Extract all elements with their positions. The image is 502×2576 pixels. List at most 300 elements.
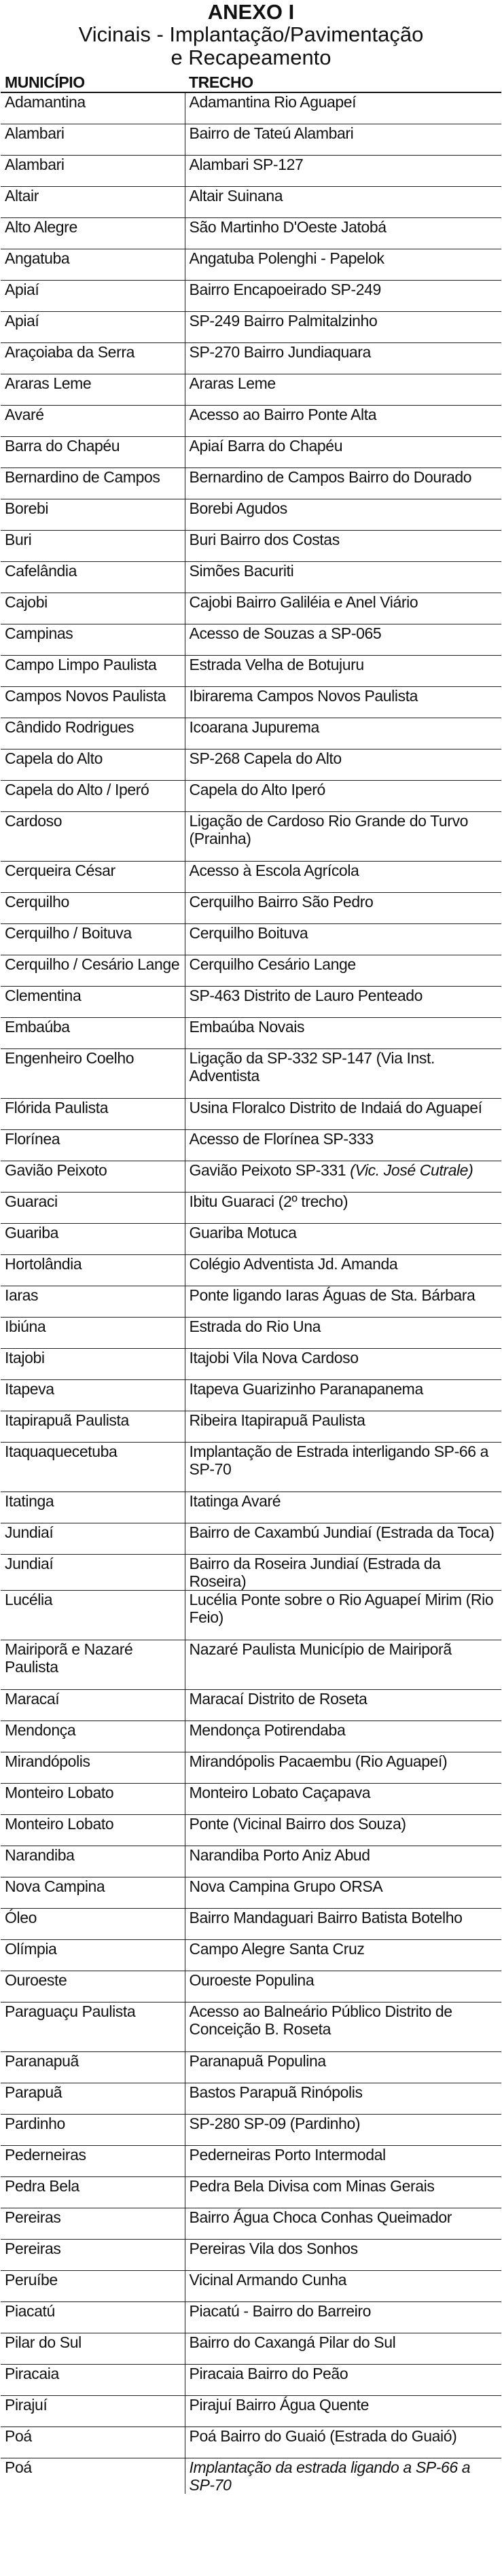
trecho-cell xyxy=(185,249,501,281)
trecho-text: Lucélia Ponte sobre o Rio Aguapeí Mirim (Rio Feio) xyxy=(189,1591,494,1626)
municipio-cell: Florínea xyxy=(1,1130,185,1161)
trecho-cell xyxy=(185,1286,501,1318)
trecho-cell xyxy=(185,124,501,156)
municipio-cell: Itapirapuã Paulista xyxy=(1,1411,185,1443)
municipio-cell: Avaré xyxy=(1,406,185,437)
municipio-cell: Itaquaquecetuba xyxy=(1,1443,185,1492)
table-row xyxy=(1,1049,501,1099)
trecho-text: Piacatú - Bairro do Barreiro xyxy=(189,2302,371,2320)
municipio-cell: Campinas xyxy=(1,624,185,656)
trecho-cell xyxy=(185,312,501,343)
municipio-cell: Peruíbe xyxy=(1,2271,185,2302)
trecho-text: Itajobi Vila Nova Cardoso xyxy=(189,1349,359,1366)
municipio-cell: Hortolândia xyxy=(1,1255,185,1286)
municipio-cell: Capela do Alto xyxy=(1,749,185,781)
table-row xyxy=(1,156,501,187)
table-row xyxy=(1,1640,501,1690)
trecho-cell xyxy=(185,187,501,218)
municipio-cell: Cajobi xyxy=(1,593,185,624)
trecho-text: Estrada Velha de Botujuru xyxy=(189,656,364,673)
trecho-text: Narandiba Porto Aniz Abud xyxy=(189,1846,370,1864)
table-row xyxy=(1,1523,501,1555)
municipio-cell: Pardinho xyxy=(1,2115,185,2146)
trecho-text: Alambari SP-127 xyxy=(189,156,304,173)
trecho-text: Adamantina Rio Aguapeí xyxy=(189,93,357,111)
table-row xyxy=(1,749,501,781)
trecho-text: Araras Leme xyxy=(189,374,276,392)
trecho-text: Cajobi Bairro Galiléia e Anel Viário xyxy=(189,593,418,611)
municipio-cell: Apiaí xyxy=(1,281,185,312)
trecho-cell xyxy=(185,2208,501,2240)
table-row xyxy=(1,312,501,343)
trecho-cell xyxy=(185,156,501,187)
table-row xyxy=(1,1130,501,1161)
trecho-cell xyxy=(185,1193,501,1224)
trecho-text: Maracaí Distrito de Roseta xyxy=(189,1690,367,1708)
table-row xyxy=(1,2458,501,2494)
trecho-cell xyxy=(185,1349,501,1380)
table-row xyxy=(1,2115,501,2146)
municipio-cell: Campos Novos Paulista xyxy=(1,687,185,718)
column-header-trecho: TRECHO xyxy=(185,69,501,92)
table-row xyxy=(1,2302,501,2333)
table-row xyxy=(1,1411,501,1443)
trecho-text: Estrada do Rio Una xyxy=(189,1318,321,1335)
table-row xyxy=(1,2002,501,2052)
table-row xyxy=(1,1018,501,1049)
trecho-cell xyxy=(185,2177,501,2208)
trecho-cell xyxy=(185,281,501,312)
trecho-cell xyxy=(185,893,501,924)
trecho-text: Mirandópolis Pacaembu (Rio Aguapeí) xyxy=(189,1752,448,1770)
trecho-cell xyxy=(185,1640,501,1690)
trecho-cell xyxy=(185,2427,501,2458)
municipio-cell: Cândido Rodrigues xyxy=(1,718,185,749)
municipio-cell: Paraguaçu Paulista xyxy=(1,2002,185,2052)
trecho-cell xyxy=(185,437,501,468)
table-row xyxy=(1,437,501,468)
table-row xyxy=(1,1752,501,1784)
municipio-cell: Cerquilho / Boituva xyxy=(1,924,185,955)
municipio-cell: Cerquilho / Cesário Lange xyxy=(1,955,185,987)
municipio-cell: Parapuã xyxy=(1,2083,185,2115)
municipio-cell: Lucélia xyxy=(1,1591,185,1640)
trecho-cell xyxy=(185,812,501,862)
trecho-cell xyxy=(185,343,501,374)
table-row xyxy=(1,92,501,124)
trecho-text: Bairro Encapoeirado SP-249 xyxy=(189,281,381,298)
trecho-text: SP-270 Bairro Jundiaquara xyxy=(189,343,371,361)
trecho-cell xyxy=(185,687,501,718)
trecho-text: Ibitu Guaraci (2º trecho) xyxy=(189,1193,348,1210)
table-row xyxy=(1,862,501,893)
table-row xyxy=(1,893,501,924)
table-row xyxy=(1,718,501,749)
trecho-text: Ligação de Cardoso Rio Grande do Turvo (Prainha) xyxy=(189,812,469,847)
trecho-text: Vicinal Armando Cunha xyxy=(189,2271,347,2289)
annex-subtitle-line2: e Recapeamento xyxy=(171,46,331,69)
trecho-cell xyxy=(185,374,501,406)
trecho-text: Mendonça Potirendaba xyxy=(189,1721,346,1739)
municipio-cell: Iaras xyxy=(1,1286,185,1318)
table-row xyxy=(1,1443,501,1492)
table-row xyxy=(1,1349,501,1380)
municipio-cell: Alambari xyxy=(1,124,185,156)
trecho-cell xyxy=(185,1784,501,1815)
trecho-text: São Martinho D'Oeste Jatobá xyxy=(189,218,387,236)
municipio-cell: Barra do Chapéu xyxy=(1,437,185,468)
municipio-cell: Piacatú xyxy=(1,2302,185,2333)
trecho-cell xyxy=(185,1877,501,1909)
municipio-cell: Poá xyxy=(1,2458,185,2494)
trecho-cell xyxy=(185,1380,501,1411)
municipio-cell: Pedra Bela xyxy=(1,2177,185,2208)
trecho-cell xyxy=(185,2302,501,2333)
trecho-cell xyxy=(185,406,501,437)
table-row xyxy=(1,781,501,812)
municipio-cell: Borebi xyxy=(1,499,185,531)
municipio-cell: Pereiras xyxy=(1,2240,185,2271)
municipio-cell: Capela do Alto / Iperó xyxy=(1,781,185,812)
trecho-cell xyxy=(185,593,501,624)
table-row xyxy=(1,1492,501,1523)
column-header-municipio: MUNICÍPIO xyxy=(1,69,185,92)
trecho-note: (Vic. José Cutrale) xyxy=(350,1161,473,1179)
table-row xyxy=(1,1380,501,1411)
table-row xyxy=(1,2208,501,2240)
trecho-cell xyxy=(185,1555,501,1591)
trecho-text: Usina Floralco Distrito de Indaiá do Aguapeí xyxy=(189,1099,482,1116)
table-row xyxy=(1,1286,501,1318)
table-row xyxy=(1,1877,501,1909)
table-row xyxy=(1,656,501,687)
document-header xyxy=(0,0,502,69)
trecho-text: Campo Alegre Santa Cruz xyxy=(189,1940,365,1958)
municipio-cell: Guaraci xyxy=(1,1193,185,1224)
table-row xyxy=(1,1193,501,1224)
trecho-cell xyxy=(185,2396,501,2427)
trecho-cell xyxy=(185,624,501,656)
municipio-cell: Maracaí xyxy=(1,1690,185,1721)
trecho-text: Ouroeste Populina xyxy=(189,1971,315,1989)
municipio-cell: Pereiras xyxy=(1,2208,185,2240)
table-row xyxy=(1,343,501,374)
trecho-text: Icoarana Jupurema xyxy=(189,718,319,736)
municipio-cell: Cerqueira César xyxy=(1,862,185,893)
table-row xyxy=(1,1909,501,1940)
municipio-cell: Mairiporã e Nazaré Paulista xyxy=(1,1640,185,1690)
trecho-text: Bairro de Caxambú Jundiaí (Estrada da Toca) xyxy=(189,1523,495,1541)
table-row xyxy=(1,987,501,1018)
table-row xyxy=(1,1721,501,1752)
trecho-cell xyxy=(185,1971,501,2002)
annex-title: ANEXO I xyxy=(207,0,295,24)
trecho-text: Implantação de Estrada interligando SP-66 a SP-70 xyxy=(189,1443,489,1478)
table-row xyxy=(1,1224,501,1255)
municipio-cell: Embaúba xyxy=(1,1018,185,1049)
trecho-cell xyxy=(185,1018,501,1049)
municipio-cell: Alambari xyxy=(1,156,185,187)
table-row xyxy=(1,1591,501,1640)
municipio-cell: Pirajuí xyxy=(1,2396,185,2427)
trecho-cell xyxy=(185,1255,501,1286)
municipio-cell: Angatuba xyxy=(1,249,185,281)
municipio-cell: Monteiro Lobato xyxy=(1,1815,185,1846)
municipio-cell: Adamantina xyxy=(1,92,185,124)
table-row xyxy=(1,124,501,156)
table-row xyxy=(1,562,501,593)
trecho-text: Acesso de Souzas a SP-065 xyxy=(189,624,382,642)
trecho-cell xyxy=(185,531,501,562)
municipio-cell: Monteiro Lobato xyxy=(1,1784,185,1815)
municipio-cell: Jundiaí xyxy=(1,1555,185,1591)
trecho-text: Poá Bairro do Guaió (Estrada do Guaió) xyxy=(189,2427,457,2445)
trecho-cell xyxy=(185,1161,501,1193)
trecho-text: Guariba Motuca xyxy=(189,1224,297,1241)
municipio-cell: Mendonça xyxy=(1,1721,185,1752)
trecho-text: Paranapuã Populina xyxy=(189,2052,326,2070)
table-row xyxy=(1,499,501,531)
table-row xyxy=(1,2365,501,2396)
table-row xyxy=(1,531,501,562)
annex-subtitle-line1: Vicinais - Implantação/Pavimentação xyxy=(78,22,424,46)
municipio-cell: Cafelândia xyxy=(1,562,185,593)
trecho-text: Nova Campina Grupo ORSA xyxy=(189,1877,383,1895)
trecho-text: Bairro Mandaguari Bairro Batista Botelho xyxy=(189,1909,463,1926)
trecho-text: Apiaí Barra do Chapéu xyxy=(189,437,343,455)
table-row xyxy=(1,1971,501,2002)
trecho-text: Gavião Peixoto SP-331 xyxy=(189,1161,346,1179)
trecho-text: Ibirarema Campos Novos Paulista xyxy=(189,687,418,705)
trecho-text: Buri Bairro dos Costas xyxy=(189,531,340,548)
trecho-text: Bairro do Caxangá Pilar do Sul xyxy=(189,2333,396,2351)
table-row xyxy=(1,374,501,406)
trecho-cell xyxy=(185,2458,501,2494)
trecho-cell xyxy=(185,1909,501,1940)
municipio-cell: Ouroeste xyxy=(1,1971,185,2002)
trecho-cell xyxy=(185,1591,501,1640)
trecho-text: Bernardino de Campos Bairro do Dourado xyxy=(189,468,472,486)
trecho-cell xyxy=(185,218,501,249)
table-row xyxy=(1,406,501,437)
trecho-cell xyxy=(185,955,501,987)
trecho-text: Ribeira Itapirapuã Paulista xyxy=(189,1411,365,1429)
trecho-note: Implantação da estrada ligando a SP-66 a SP-70 xyxy=(189,2458,471,2494)
municipio-cell: Araras Leme xyxy=(1,374,185,406)
trecho-cell xyxy=(185,1049,501,1099)
trecho-cell xyxy=(185,1318,501,1349)
table-row xyxy=(1,1555,501,1591)
municipio-cell: Paranapuã xyxy=(1,2052,185,2083)
trecho-text: Ponte ligando Iaras Águas de Sta. Bárbara xyxy=(189,1286,476,1304)
trecho-cell xyxy=(185,749,501,781)
table-row xyxy=(1,2177,501,2208)
municipio-cell: Olímpia xyxy=(1,1940,185,1971)
table-row xyxy=(1,812,501,862)
roads-table xyxy=(1,69,501,2494)
trecho-cell xyxy=(185,2333,501,2365)
trecho-cell xyxy=(185,2052,501,2083)
table-body xyxy=(1,92,501,2494)
trecho-cell xyxy=(185,2271,501,2302)
trecho-text: Angatuba Polenghi - Papelok xyxy=(189,249,384,267)
table-row xyxy=(1,955,501,987)
municipio-cell: Ibiúna xyxy=(1,1318,185,1349)
municipio-cell: Bernardino de Campos xyxy=(1,468,185,499)
trecho-cell xyxy=(185,2083,501,2115)
trecho-cell xyxy=(185,1690,501,1721)
trecho-cell xyxy=(185,1846,501,1877)
trecho-text: Acesso ao Bairro Ponte Alta xyxy=(189,406,377,423)
municipio-cell: Óleo xyxy=(1,1909,185,1940)
trecho-cell xyxy=(185,1721,501,1752)
trecho-cell xyxy=(185,1443,501,1492)
trecho-text: Cerquilho Boituva xyxy=(189,924,308,942)
municipio-cell: Araçoiaba da Serra xyxy=(1,343,185,374)
trecho-text: SP-463 Distrito de Lauro Penteado xyxy=(189,987,423,1004)
municipio-cell: Piracaia xyxy=(1,2365,185,2396)
municipio-cell: Poá xyxy=(1,2427,185,2458)
table-row xyxy=(1,1846,501,1877)
trecho-cell xyxy=(185,1523,501,1555)
table-row xyxy=(1,1318,501,1349)
trecho-cell xyxy=(185,2002,501,2052)
municipio-cell: Alto Alegre xyxy=(1,218,185,249)
table-row xyxy=(1,2146,501,2177)
table-row xyxy=(1,2052,501,2083)
table-row xyxy=(1,2271,501,2302)
trecho-text: Acesso à Escola Agrícola xyxy=(189,862,359,879)
trecho-cell xyxy=(185,862,501,893)
table-row xyxy=(1,924,501,955)
table-row xyxy=(1,2333,501,2365)
trecho-text: Ponte (Vicinal Bairro dos Souza) xyxy=(189,1815,406,1833)
table-header-row xyxy=(1,69,501,92)
trecho-text: Ligação da SP-332 SP-147 (Via Inst. Adventista xyxy=(189,1049,435,1084)
trecho-text: Bairro Água Choca Conhas Queimador xyxy=(189,2208,452,2226)
trecho-text: Colégio Adventista Jd. Amanda xyxy=(189,1255,398,1273)
municipio-cell: Nova Campina xyxy=(1,1877,185,1909)
trecho-text: SP-280 SP-09 (Pardinho) xyxy=(189,2115,361,2132)
trecho-cell xyxy=(185,1815,501,1846)
table-row xyxy=(1,2083,501,2115)
trecho-text: Pereiras Vila dos Sonhos xyxy=(189,2240,358,2257)
municipio-cell: Narandiba xyxy=(1,1846,185,1877)
trecho-cell xyxy=(185,781,501,812)
trecho-cell xyxy=(185,656,501,687)
table-row xyxy=(1,1255,501,1286)
municipio-cell: Engenheiro Coelho xyxy=(1,1049,185,1099)
table-row xyxy=(1,2427,501,2458)
municipio-cell: Apiaí xyxy=(1,312,185,343)
table-row xyxy=(1,187,501,218)
municipio-cell: Itajobi xyxy=(1,1349,185,1380)
municipio-cell: Guariba xyxy=(1,1224,185,1255)
municipio-cell: Pilar do Sul xyxy=(1,2333,185,2365)
table-row xyxy=(1,468,501,499)
trecho-text: Embaúba Novais xyxy=(189,1018,305,1036)
table-row xyxy=(1,2396,501,2427)
table-row xyxy=(1,687,501,718)
trecho-text: Altair Suinana xyxy=(189,187,283,205)
municipio-cell: Mirandópolis xyxy=(1,1752,185,1784)
trecho-text: Bastos Parapuã Rinópolis xyxy=(189,2083,363,2101)
municipio-cell: Itatinga xyxy=(1,1492,185,1523)
trecho-cell xyxy=(185,1099,501,1130)
table-row xyxy=(1,218,501,249)
municipio-cell: Flórida Paulista xyxy=(1,1099,185,1130)
trecho-cell xyxy=(185,1130,501,1161)
table-row xyxy=(1,1815,501,1846)
trecho-cell xyxy=(185,1752,501,1784)
municipio-cell: Cerquilho xyxy=(1,893,185,924)
table-row xyxy=(1,1690,501,1721)
trecho-text: Cerquilho Cesário Lange xyxy=(189,955,356,973)
table-row xyxy=(1,593,501,624)
trecho-text: Pederneiras Porto Intermodal xyxy=(189,2146,386,2164)
trecho-text: Nazaré Paulista Município de Mairiporã xyxy=(189,1640,452,1658)
table-row xyxy=(1,1161,501,1193)
table-row xyxy=(1,281,501,312)
municipio-cell: Jundiaí xyxy=(1,1523,185,1555)
trecho-cell xyxy=(185,1940,501,1971)
table-row xyxy=(1,2240,501,2271)
trecho-text: Itatinga Avaré xyxy=(189,1492,281,1510)
trecho-text: Cerquilho Bairro São Pedro xyxy=(189,893,374,911)
trecho-text: SP-268 Capela do Alto xyxy=(189,749,342,767)
trecho-cell xyxy=(185,987,501,1018)
municipio-cell: Gavião Peixoto xyxy=(1,1161,185,1193)
trecho-text: Piracaia Bairro do Peão xyxy=(189,2365,348,2382)
municipio-cell: Pederneiras xyxy=(1,2146,185,2177)
trecho-text: Borebi Agudos xyxy=(189,499,287,517)
trecho-cell xyxy=(185,92,501,124)
trecho-cell xyxy=(185,499,501,531)
trecho-cell xyxy=(185,1411,501,1443)
trecho-text: Pedra Bela Divisa com Minas Gerais xyxy=(189,2177,435,2195)
trecho-cell xyxy=(185,2146,501,2177)
trecho-cell xyxy=(185,1224,501,1255)
table-row xyxy=(1,1940,501,1971)
trecho-text: SP-249 Bairro Palmitalzinho xyxy=(189,312,378,330)
trecho-text: Itapeva Guarizinho Paranapanema xyxy=(189,1380,423,1398)
trecho-cell xyxy=(185,562,501,593)
trecho-cell xyxy=(185,924,501,955)
municipio-cell: Cardoso xyxy=(1,812,185,862)
municipio-cell: Altair xyxy=(1,187,185,218)
trecho-cell xyxy=(185,718,501,749)
trecho-text: Acesso de Florínea SP-333 xyxy=(189,1130,374,1148)
municipio-cell: Itapeva xyxy=(1,1380,185,1411)
trecho-cell xyxy=(185,468,501,499)
table-row xyxy=(1,249,501,281)
trecho-text: Bairro da Roseira Jundiaí (Estrada da Roseira) xyxy=(189,1555,441,1590)
trecho-cell xyxy=(185,2365,501,2396)
table-row xyxy=(1,624,501,656)
municipio-cell: Campo Limpo Paulista xyxy=(1,656,185,687)
trecho-text: Pirajuí Bairro Água Quente xyxy=(189,2396,369,2414)
table-row xyxy=(1,1784,501,1815)
trecho-cell xyxy=(185,1492,501,1523)
trecho-cell xyxy=(185,2115,501,2146)
trecho-text: Bairro de Tateú Alambari xyxy=(189,124,354,142)
trecho-text: Simões Bacuriti xyxy=(189,562,294,580)
trecho-cell xyxy=(185,2240,501,2271)
municipio-cell: Clementina xyxy=(1,987,185,1018)
trecho-text: Capela do Alto Iperó xyxy=(189,781,325,798)
table-row xyxy=(1,1099,501,1130)
trecho-text: Monteiro Lobato Caçapava xyxy=(189,1784,371,1801)
